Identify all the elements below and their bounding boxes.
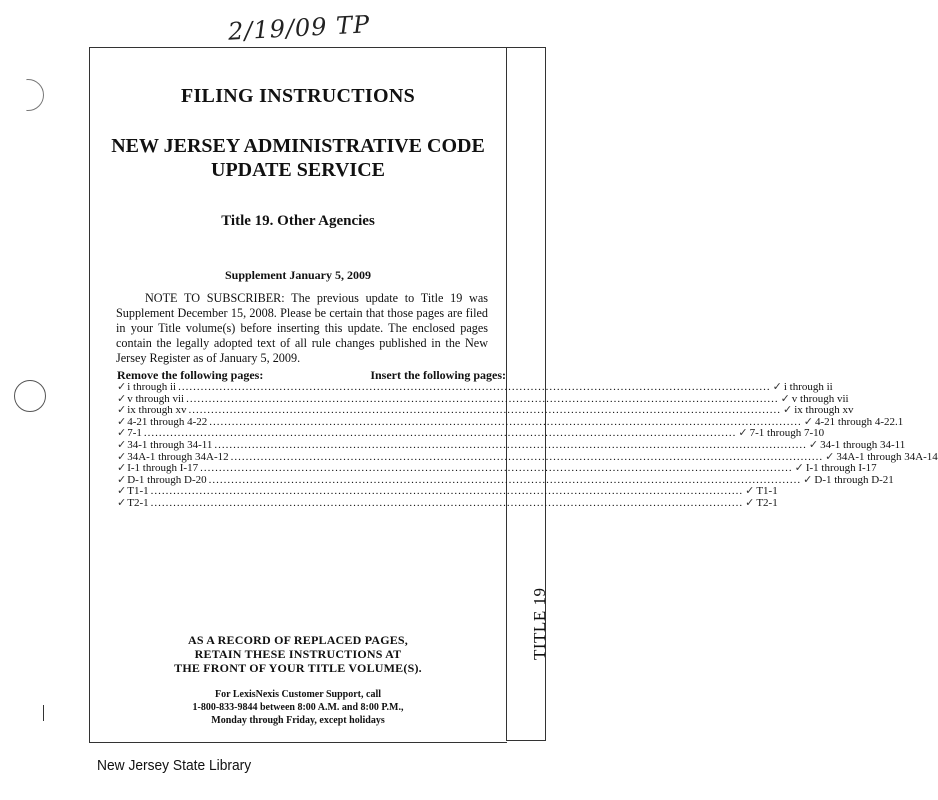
table-row [117,495,778,509]
remove-page-range: 4-21 through 4-22 [127,415,208,428]
support-line-3: Monday through Friday, except holidays [211,715,385,726]
punch-hole-middle [14,380,46,412]
check-mark-icon: ✓ [117,449,127,463]
check-mark-icon: ✓ [117,461,127,475]
table-row [117,403,854,417]
insert-page-range: T1-1 [756,485,778,498]
remove-page-range: D-1 through D-20 [127,473,207,486]
dot-leader: .............................................................................................................................................................. [200,462,793,475]
dot-leader: .............................................................................................................................................................. [178,381,771,393]
insert-page-range: 4-21 through 4-22.1 [814,415,904,428]
check-mark-icon: ✓ [772,380,782,393]
page-list [117,380,938,509]
dot-leader: .............................................................................................................................................................. [150,496,744,509]
page-title: FILING INSTRUCTIONS [180,85,416,107]
margin-mark [43,705,44,721]
title-tab-label: TITLE 19 [530,587,549,660]
remove-page-range: 7-1 [127,427,142,440]
dot-leader: .............................................................................................................................................................. [230,450,824,463]
insert-page-range: D-1 through D-21 [814,473,894,486]
insert-page-range: ix through xv [794,404,854,417]
record-line-3: THE FRONT OF YOUR TITLE VOLUME(S). [174,661,422,675]
table-row [117,426,825,440]
check-mark-icon: ✓ [117,437,127,451]
remove-page-range: v through vii [127,392,185,405]
dot-leader: .............................................................................................................................................................. [214,438,807,451]
check-mark-icon: ✓ [803,472,813,486]
table-row [117,380,833,393]
check-mark-icon: ✓ [117,495,127,509]
dot-leader: .............................................................................................................................................................. [209,415,802,428]
support-line-2: 1-800-833-9844 between 8:00 A.M. and 8:00 P.M., [192,702,404,713]
insert-pages-heading: Insert the following pages: [370,368,506,382]
remove-page-range: I-1 through I-17 [127,462,199,475]
check-mark-icon: ✓ [794,461,804,475]
check-mark-icon: ✓ [117,426,127,440]
check-mark-icon: ✓ [783,403,793,417]
dot-leader: .............................................................................................................................................................. [186,392,779,405]
insert-page-entry [745,497,778,510]
supplement-date: Supplement January 5, 2009 [224,268,372,282]
table-row [117,461,877,475]
remove-page-range: ix through xv [127,404,187,417]
dot-leader: .............................................................................................................................................................. [143,427,737,440]
table-row [117,437,906,451]
insert-page-range: 34-1 through 34-11 [820,438,906,451]
remove-page-range: T1-1 [127,485,149,498]
record-line-2: RETAIN THESE INSTRUCTIONS AT [194,647,402,661]
insert-page-range: T2-1 [756,496,778,509]
title-number: Title 19. Other Agencies [221,213,375,229]
insert-page-range: 34A-1 through 34A-14 [836,450,938,463]
check-mark-icon: ✓ [117,380,127,393]
support-line-1: For LexisNexis Customer Support, call [214,689,381,700]
dot-leader: .............................................................................................................................................................. [188,404,781,417]
insert-page-range: I-1 through I-17 [805,462,877,475]
insert-page-range: i through ii [783,381,833,393]
check-mark-icon: ✓ [745,495,755,509]
service-title-line1: NEW JERSEY ADMINISTRATIVE CODE [111,135,485,157]
check-mark-icon: ✓ [738,426,748,440]
remove-page-range: T2-1 [127,496,149,509]
punch-hole-top [12,79,44,111]
dot-leader: .............................................................................................................................................................. [208,473,802,486]
check-mark-icon: ✓ [117,403,127,417]
check-mark-icon: ✓ [117,472,127,486]
handwritten-date-note: 2/19/09 TP [227,10,371,46]
check-mark-icon: ✓ [117,414,127,428]
table-row [117,391,849,405]
table-row [117,449,938,463]
customer-support-info [90,688,506,727]
note-to-subscriber: NOTE TO SUBSCRIBER: The previous update to Title 19 was Supplement December 15, 2008. Please be certain that those pages are filed in your Title volume(s) before inserting this update. The enclosed pages contain the legally adopted text of all rule changes published in the New Jersey Register as of January 5, 2009. [116,291,488,365]
remove-pages-heading: Remove the following pages: [117,368,264,382]
check-mark-icon: ✓ [117,484,127,498]
record-line-1: AS A RECORD OF REPLACED PAGES, [187,633,409,647]
remove-page-entry [117,497,149,510]
insert-page-range: v through vii [791,392,849,405]
table-row [117,414,904,428]
insert-page-entry [803,474,894,487]
record-instructions [90,633,506,675]
service-title-line2: UPDATE SERVICE [211,159,385,181]
check-mark-icon: ✓ [808,437,819,451]
remove-page-range: i through ii [127,381,177,393]
check-mark-icon: ✓ [803,414,813,428]
dot-leader: .............................................................................................................................................................. [150,485,744,498]
library-stamp: New Jersey State Library [97,757,252,774]
check-mark-icon: ✓ [745,484,755,498]
insert-page-range: 7-1 through 7-10 [749,427,825,440]
check-mark-icon: ✓ [117,391,127,405]
check-mark-icon: ✓ [780,391,790,405]
check-mark-icon: ✓ [825,449,835,463]
remove-page-range: 34-1 through 34-11 [127,438,213,451]
table-row [117,484,778,498]
remove-page-range: 34A-1 through 34A-12 [127,450,229,463]
table-row [117,472,894,486]
